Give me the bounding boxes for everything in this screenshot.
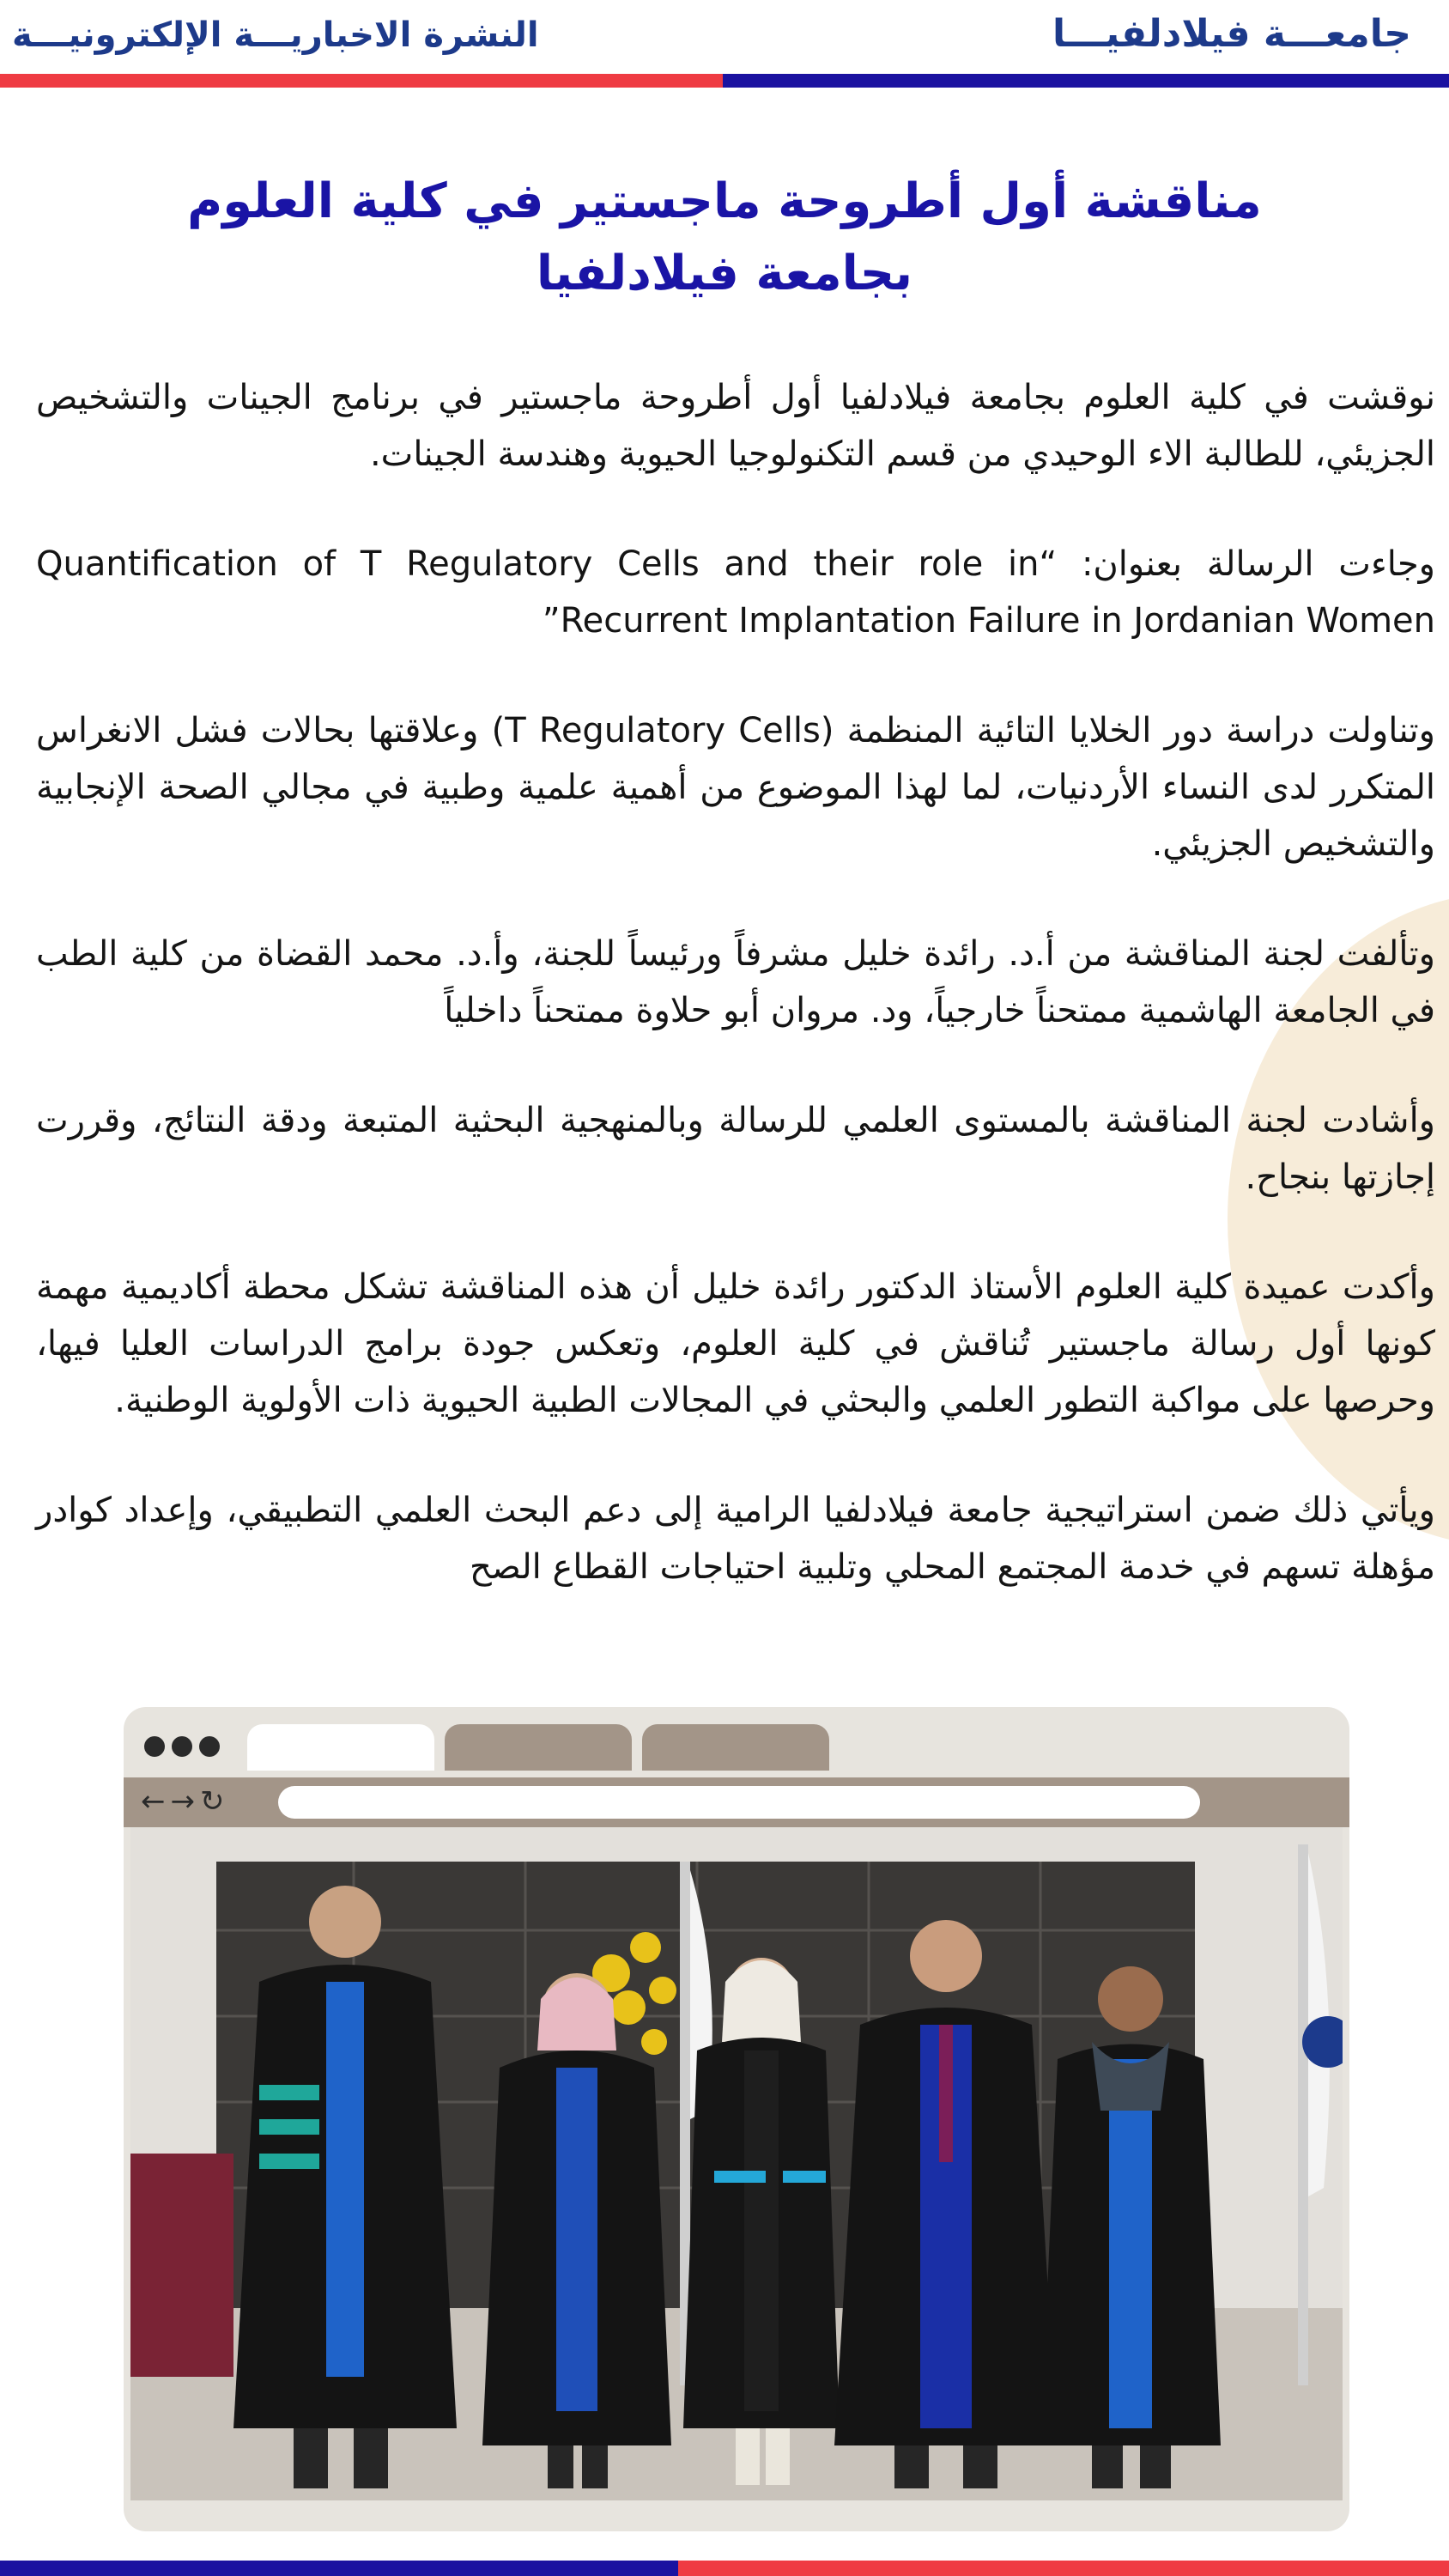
article-title: مناقشة أول أطروحة ماجستير في كلية العلوم بجامعة فيلادلفيا	[187, 173, 1262, 301]
paragraph-topic: وتناولت دراسة دور الخلايا التائية المنظمة (T Regulatory Cells) وعلاقتها بحالات فشل الانغراس المتكرر لدى النساء الأردنيات، لما لهذا الموضوع من أهمية علمية وطبية في مجالي الصحة الإنجابية والتشخيص الجزيئي.	[36, 711, 1435, 864]
browser-tab	[642, 1724, 829, 1771]
newsletter-name: النشرة الاخباريـــة الإلكترونيـــة	[12, 15, 539, 55]
browser-tab	[445, 1724, 632, 1771]
footer-bar-blue	[0, 2561, 678, 2576]
dots-icon	[144, 1736, 227, 1760]
page-header	[0, 0, 1449, 89]
group-photo	[130, 1827, 1343, 2500]
paragraph-thesis-title: وجاءت الرسالة بعنوان: “Quantification of T Regulatory Cells and their role in Recurrent Implantation Failure in Jordanian Women”	[36, 544, 1435, 641]
reload-icon: ↻	[200, 1784, 225, 1819]
forward-arrow-icon: →	[170, 1784, 195, 1819]
header-bar-blue	[723, 74, 1449, 88]
paragraph-strategy: ويأتي ذلك ضمن استراتيجية جامعة فيلادلفيا الرامية إلى دعم البحث العلمي التطبيقي، وإعداد كوادر مؤهلة تسهم في خدمة المجتمع المحلي وتلبية احتياجات القطاع الصح	[36, 1491, 1435, 1587]
article-body	[36, 369, 1435, 1649]
browser-frame	[124, 1707, 1349, 2531]
footer-bar-red	[678, 2561, 1449, 2576]
paragraph-committee: وتألفت لجنة المناقشة من أ.د. رائدة خليل مشرفاً ورئيساً للجنة، وأ.د. محمد القضاة من كلية الطب في الجامعة الهاشمية ممتحناً خارجياً، ود. مروان أبو حلاوة ممتحناً داخلياً	[36, 934, 1435, 1030]
header-bar-red	[0, 74, 723, 88]
url-bar	[278, 1786, 1200, 1819]
university-name: جامعـــة فيلادلفيـــا	[1052, 12, 1411, 56]
back-arrow-icon: ←	[141, 1784, 166, 1819]
paragraph-dean: وأكدت عميدة كلية العلوم الأستاذ الدكتور رائدة خليل أن هذه المناقشة تشكل محطة أكاديمية مهمة كونها أول رسالة ماجستير تُناقش في كلية العلوم، وتعكس جودة برامج الدراسات العليا فيها، وحرصها على مواكبة التطور العلمي والبحثي في المجالات الطبية الحيوية ذات الأولوية الوطنية.	[36, 1267, 1435, 1420]
paragraph-intro: نوقشت في كلية العلوم بجامعة فيلادلفيا أول أطروحة ماجستير في برنامج الجينات والتشخيص الجزيئي، للطالبة الاء الوحيدي من قسم التكنولوجيا الحيوية وهندسة الجينات.	[36, 378, 1435, 474]
browser-toolbar	[124, 1777, 1349, 1827]
paragraph-praise: وأشادت لجنة المناقشة بالمستوى العلمي للرسالة وبالمنهجية البحثية المتبعة ودقة النتائج، وقررت إجازتها بنجاح.	[36, 1101, 1435, 1197]
browser-tab-active	[247, 1724, 434, 1771]
